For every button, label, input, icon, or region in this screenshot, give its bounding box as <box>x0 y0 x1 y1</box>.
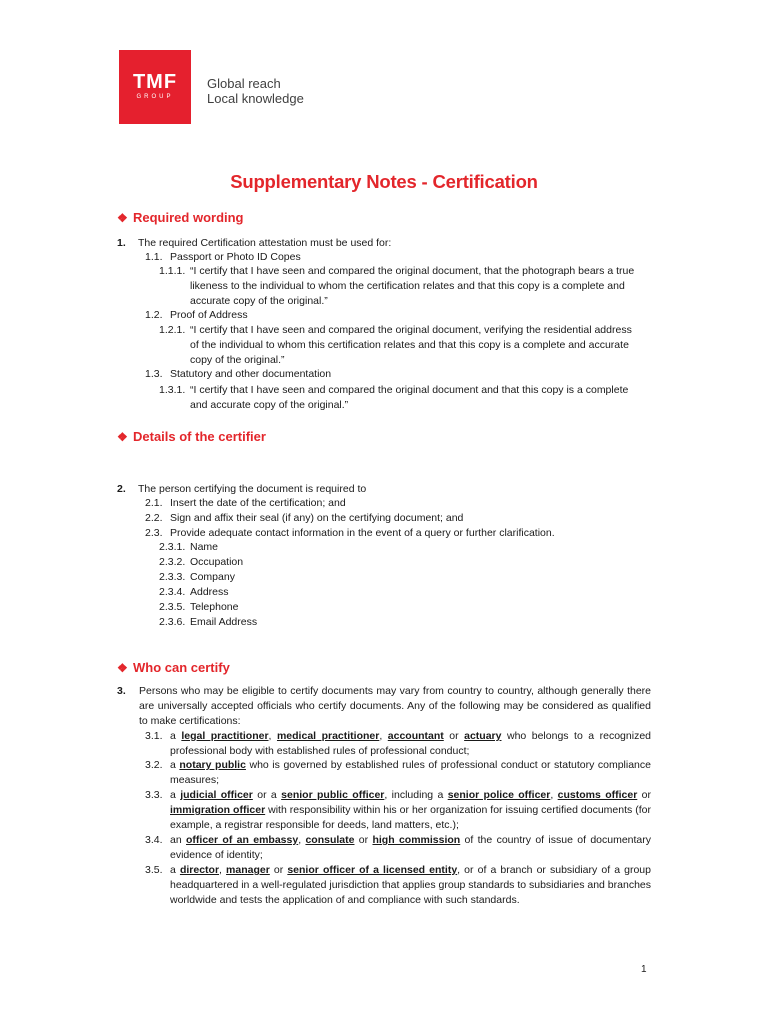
item-text: or a <box>252 789 282 801</box>
list-item <box>159 615 257 630</box>
list-item <box>159 383 628 398</box>
item-text: Passport or Photo ID Copes <box>170 251 301 263</box>
item-text: Proof of Address <box>170 309 248 321</box>
logo-subtext: GROUP <box>136 94 174 100</box>
tagline-line-2: Local knowledge <box>207 91 304 106</box>
item-text: with responsibility within his or her organization for issuing certified documents (for example, a registrar responsible for deeds, land matters, etc.); <box>170 804 651 831</box>
page-title: Supplementary Notes - Certification <box>230 171 538 192</box>
section-heading-details-of-certifier <box>117 428 266 446</box>
item-text: , <box>298 834 306 846</box>
item-text: The required Certification attestation must be used for: <box>138 237 392 249</box>
item-number: 2.1. <box>145 497 163 509</box>
list-item <box>145 511 463 526</box>
list-item <box>145 788 651 833</box>
item-text: “I certify that I have seen and compared the original document, that the photograph bears a true <box>190 265 635 277</box>
item-text-continued: accurate copy of the original.” <box>190 295 328 307</box>
item-number: 2.3.3. <box>159 571 186 583</box>
item-text: Occupation <box>190 556 244 568</box>
list-item <box>159 264 634 279</box>
item-number: 3.5. <box>145 864 163 876</box>
item-text: or <box>354 834 373 846</box>
item-number: 1. <box>117 237 126 249</box>
page-number: 1 <box>641 964 647 975</box>
role-director: director <box>179 864 220 876</box>
tagline-line-1: Global reach <box>207 76 281 91</box>
item-text: , or of a branch or subsidiary of a group headquartered in a well-regulated jurisdiction that applies group standards to subsidiaries and branches worldwide and tests the application of and compliance with such standards. <box>170 864 651 906</box>
item-text: an <box>170 834 187 846</box>
role-consulate: consulate <box>305 834 355 846</box>
item-text: The person certifying the document is required to <box>138 483 367 495</box>
role-immigration-officer: immigration officer <box>170 804 266 816</box>
role-accountant: accountant <box>387 730 444 742</box>
item-number: 3.4. <box>145 834 163 846</box>
item-text: Insert the date of the certification; and <box>170 497 346 509</box>
item-text: , <box>219 864 227 876</box>
diamond-bullet-icon: ❖ <box>117 430 128 444</box>
list-item <box>145 308 248 323</box>
item-number: 1.3.1. <box>159 384 186 396</box>
item-text-continued: and accurate copy of the original.” <box>190 399 349 411</box>
list-item <box>159 585 229 600</box>
role-senior-police-officer: senior police officer <box>447 789 551 801</box>
item-number: 3.1. <box>145 730 163 742</box>
list-item <box>145 526 555 541</box>
diamond-bullet-icon: ❖ <box>117 661 128 675</box>
item-number: 3.2. <box>145 759 163 771</box>
item-number: 2.2. <box>145 512 163 524</box>
item-text: Name <box>190 541 219 553</box>
item-text: “I certify that I have seen and compared the original document, verifying the residential address <box>190 324 632 336</box>
item-text: , <box>268 730 277 742</box>
role-customs-officer: customs officer <box>557 789 638 801</box>
role-legal-practitioner: legal practitioner <box>181 730 269 742</box>
item-number: 3.3. <box>145 789 163 801</box>
item-text: Telephone <box>190 601 239 613</box>
item-text: , <box>550 789 558 801</box>
item-text: or <box>269 864 288 876</box>
item-number: 2.3. <box>145 527 163 539</box>
item-number: 1.2.1. <box>159 324 186 336</box>
role-officer-of-embassy: officer of an embassy <box>186 834 299 846</box>
item-number: 2. <box>117 483 126 495</box>
item-text: a <box>170 789 181 801</box>
item-text: “I certify that I have seen and compared the original document and that this copy is a complete <box>190 384 629 396</box>
section-heading-text: Who can certify <box>133 660 230 675</box>
list-item <box>117 236 391 251</box>
item-text: Provide adequate contact information in the event of a query or further clarification. <box>170 527 555 539</box>
item-text: who belongs to a recognized professional body with established rules of professional conduct; <box>170 730 651 757</box>
role-high-commission: high commission <box>372 834 461 846</box>
list-item <box>145 758 651 788</box>
list-item <box>117 482 366 497</box>
item-text: or <box>443 730 465 742</box>
section-heading-text: Details of the certifier <box>133 429 266 444</box>
item-text: of the country of issue of documentary evidence of identity; <box>170 834 652 861</box>
item-text: or <box>637 789 651 801</box>
section-heading-text: Required wording <box>133 210 244 225</box>
list-item <box>159 323 632 338</box>
item-number: 3. <box>117 685 126 697</box>
item-number: 2.3.2. <box>159 556 186 568</box>
item-text: Company <box>190 571 235 583</box>
item-number: 1.2. <box>145 309 163 321</box>
item-number: 2.3.5. <box>159 601 186 613</box>
tmf-logo <box>119 50 191 124</box>
role-senior-officer-licensed-entity: senior officer of a licensed entity <box>287 864 458 876</box>
item-text-continued: copy of the original.” <box>190 354 285 366</box>
list-item <box>159 600 238 615</box>
logo-wordmark: TMF <box>132 71 178 93</box>
item-number: 1.1. <box>145 251 163 263</box>
role-notary-public: notary public <box>179 759 246 771</box>
item-number: 1.1.1. <box>159 265 186 277</box>
item-text: a <box>170 759 180 771</box>
item-text: , including a <box>384 789 448 801</box>
section-heading-who-can-certify <box>117 659 230 677</box>
role-actuary: actuary <box>464 730 502 742</box>
item-number: 2.3.4. <box>159 586 186 598</box>
item-text: Email Address <box>190 616 258 628</box>
item-text-continued: likeness to the individual to whom the certification relates and that this copy is a complete and <box>190 280 625 292</box>
item-text: Persons who may be eligible to certify documents may vary from country to country, although generally there are universally accepted officials who certify documents. Any of the following may be considered as qualified to make certifications: <box>139 685 651 727</box>
item-text-continued: of the individual to whom this certification relates and that this copy is a complete and accurate <box>190 339 629 351</box>
role-medical-practitioner: medical practitioner <box>276 730 380 742</box>
item-number: 2.3.6. <box>159 616 186 628</box>
list-item <box>145 496 346 511</box>
item-number: 2.3.1. <box>159 541 186 553</box>
section-heading-required-wording <box>117 209 244 227</box>
role-manager: manager <box>226 864 270 876</box>
item-text: Statutory and other documentation <box>170 368 332 380</box>
list-item <box>117 684 651 729</box>
item-text: who is governed by established rules of professional conduct or statutory compliance measures; <box>170 759 651 786</box>
role-judicial-officer: judicial officer <box>180 789 253 801</box>
diamond-bullet-icon: ❖ <box>117 211 128 225</box>
list-item <box>145 863 651 908</box>
item-text: Sign and affix their seal (if any) on the certifying document; and <box>170 512 464 524</box>
list-item <box>145 250 301 265</box>
list-item <box>159 570 235 585</box>
item-text: a <box>170 730 182 742</box>
list-item <box>145 367 331 382</box>
item-text: a <box>170 864 180 876</box>
item-text: , <box>379 730 388 742</box>
item-number: 1.3. <box>145 368 163 380</box>
role-senior-public-officer: senior public officer <box>281 789 385 801</box>
list-item <box>145 833 652 863</box>
item-text: Address <box>190 586 229 598</box>
list-item <box>159 540 218 555</box>
list-item <box>145 729 651 759</box>
logo-tagline <box>207 76 304 106</box>
list-item <box>159 555 243 570</box>
